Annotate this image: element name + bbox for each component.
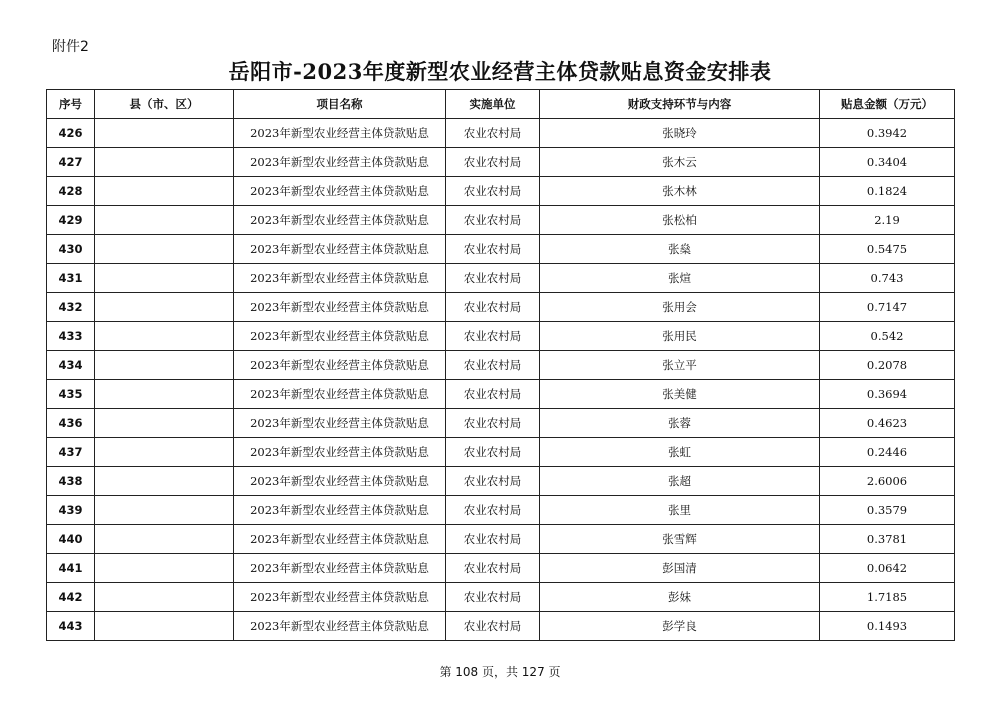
cell-amount: 0.542: [820, 322, 955, 351]
cell-content: 张立平: [540, 351, 820, 380]
cell-amount: 0.5475: [820, 235, 955, 264]
table-row: [47, 380, 955, 409]
header-unit: 实施单位: [446, 90, 540, 119]
cell-seq: 440: [47, 525, 95, 554]
cell-seq: 439: [47, 496, 95, 525]
table-row: [47, 467, 955, 496]
table-row: [47, 409, 955, 438]
header-county: 县（市、区）: [95, 90, 234, 119]
cell-amount: 0.0642: [820, 554, 955, 583]
cell-amount: 0.3404: [820, 148, 955, 177]
cell-content: 彭学良: [540, 612, 820, 641]
cell-content: 张用会: [540, 293, 820, 322]
cell-amount: 0.7147: [820, 293, 955, 322]
cell-seq: 428: [47, 177, 95, 206]
header-amount: 贴息金额（万元）: [820, 90, 955, 119]
cell-project: 2023年新型农业经营主体贷款贴息: [234, 177, 446, 206]
cell-seq: 438: [47, 467, 95, 496]
cell-seq: 434: [47, 351, 95, 380]
cell-content: 彭妹: [540, 583, 820, 612]
table-row: [47, 583, 955, 612]
cell-county: [95, 206, 234, 235]
cell-seq: 431: [47, 264, 95, 293]
cell-amount: 0.2078: [820, 351, 955, 380]
cell-seq: 426: [47, 119, 95, 148]
header-project: 项目名称: [234, 90, 446, 119]
cell-amount: 0.3942: [820, 119, 955, 148]
cell-county: [95, 293, 234, 322]
cell-content: 张蓉: [540, 409, 820, 438]
cell-unit: 农业农村局: [446, 177, 540, 206]
cell-amount: 0.3579: [820, 496, 955, 525]
cell-county: [95, 235, 234, 264]
table-row: [47, 264, 955, 293]
attachment-label: 附件2: [52, 39, 89, 55]
table-row: [47, 148, 955, 177]
table-row: [47, 293, 955, 322]
cell-amount: 0.4623: [820, 409, 955, 438]
cell-unit: 农业农村局: [446, 322, 540, 351]
cell-content: 张木云: [540, 148, 820, 177]
page-footer: 第 108 页，共 127 页: [439, 665, 561, 679]
cell-seq: 430: [47, 235, 95, 264]
cell-project: 2023年新型农业经营主体贷款贴息: [234, 583, 446, 612]
cell-seq: 429: [47, 206, 95, 235]
cell-content: 张煊: [540, 264, 820, 293]
table-row: [47, 612, 955, 641]
cell-unit: 农业农村局: [446, 119, 540, 148]
cell-content: 张超: [540, 467, 820, 496]
cell-county: [95, 119, 234, 148]
cell-content: 张松柏: [540, 206, 820, 235]
cell-amount: 2.6006: [820, 467, 955, 496]
cell-unit: 农业农村局: [446, 496, 540, 525]
allocation-table: [46, 89, 955, 641]
cell-county: [95, 525, 234, 554]
cell-county: [95, 409, 234, 438]
table-row: [47, 525, 955, 554]
cell-county: [95, 612, 234, 641]
cell-project: 2023年新型农业经营主体贷款贴息: [234, 264, 446, 293]
cell-county: [95, 264, 234, 293]
cell-project: 2023年新型农业经营主体贷款贴息: [234, 119, 446, 148]
cell-amount: 0.3694: [820, 380, 955, 409]
cell-county: [95, 496, 234, 525]
cell-seq: 427: [47, 148, 95, 177]
table-body: [47, 119, 955, 641]
cell-seq: 441: [47, 554, 95, 583]
table-row: [47, 177, 955, 206]
table-row: [47, 322, 955, 351]
cell-unit: 农业农村局: [446, 554, 540, 583]
table-row: [47, 554, 955, 583]
table-row: [47, 206, 955, 235]
cell-seq: 433: [47, 322, 95, 351]
cell-project: 2023年新型农业经营主体贷款贴息: [234, 322, 446, 351]
cell-content: 彭国清: [540, 554, 820, 583]
cell-amount: 0.1824: [820, 177, 955, 206]
cell-project: 2023年新型农业经营主体贷款贴息: [234, 554, 446, 583]
cell-county: [95, 322, 234, 351]
cell-project: 2023年新型农业经营主体贷款贴息: [234, 293, 446, 322]
cell-seq: 435: [47, 380, 95, 409]
cell-content: 张晓玲: [540, 119, 820, 148]
cell-unit: 农业农村局: [446, 148, 540, 177]
cell-county: [95, 554, 234, 583]
cell-content: 张燊: [540, 235, 820, 264]
cell-project: 2023年新型农业经营主体贷款贴息: [234, 206, 446, 235]
header-content: 财政支持环节与内容: [540, 90, 820, 119]
cell-unit: 农业农村局: [446, 583, 540, 612]
cell-project: 2023年新型农业经营主体贷款贴息: [234, 351, 446, 380]
cell-amount: 2.19: [820, 206, 955, 235]
cell-project: 2023年新型农业经营主体贷款贴息: [234, 612, 446, 641]
header-seq: 序号: [47, 90, 95, 119]
cell-project: 2023年新型农业经营主体贷款贴息: [234, 496, 446, 525]
cell-seq: 437: [47, 438, 95, 467]
cell-amount: 0.3781: [820, 525, 955, 554]
cell-amount: 1.7185: [820, 583, 955, 612]
cell-county: [95, 148, 234, 177]
document-title: 岳阳市-2023年度新型农业经营主体贷款贴息资金安排表: [228, 59, 772, 84]
cell-county: [95, 438, 234, 467]
table-row: [47, 351, 955, 380]
table-header-row: [47, 90, 955, 119]
cell-county: [95, 467, 234, 496]
cell-county: [95, 351, 234, 380]
cell-content: 张美健: [540, 380, 820, 409]
cell-project: 2023年新型农业经营主体贷款贴息: [234, 148, 446, 177]
cell-project: 2023年新型农业经营主体贷款贴息: [234, 409, 446, 438]
cell-seq: 442: [47, 583, 95, 612]
cell-unit: 农业农村局: [446, 380, 540, 409]
cell-content: 张用民: [540, 322, 820, 351]
cell-project: 2023年新型农业经营主体贷款贴息: [234, 525, 446, 554]
cell-seq: 432: [47, 293, 95, 322]
table-row: [47, 496, 955, 525]
cell-project: 2023年新型农业经营主体贷款贴息: [234, 438, 446, 467]
cell-unit: 农业农村局: [446, 612, 540, 641]
cell-unit: 农业农村局: [446, 351, 540, 380]
cell-county: [95, 177, 234, 206]
cell-unit: 农业农村局: [446, 293, 540, 322]
table-row: [47, 438, 955, 467]
table-row: [47, 119, 955, 148]
cell-content: 张雪辉: [540, 525, 820, 554]
cell-content: 张里: [540, 496, 820, 525]
cell-content: 张虹: [540, 438, 820, 467]
cell-content: 张木林: [540, 177, 820, 206]
cell-amount: 0.2446: [820, 438, 955, 467]
cell-project: 2023年新型农业经营主体贷款贴息: [234, 467, 446, 496]
cell-amount: 0.1493: [820, 612, 955, 641]
table-row: [47, 235, 955, 264]
cell-county: [95, 380, 234, 409]
cell-unit: 农业农村局: [446, 409, 540, 438]
cell-seq: 436: [47, 409, 95, 438]
cell-unit: 农业农村局: [446, 264, 540, 293]
cell-unit: 农业农村局: [446, 467, 540, 496]
cell-amount: 0.743: [820, 264, 955, 293]
cell-project: 2023年新型农业经营主体贷款贴息: [234, 380, 446, 409]
cell-unit: 农业农村局: [446, 235, 540, 264]
cell-seq: 443: [47, 612, 95, 641]
cell-unit: 农业农村局: [446, 206, 540, 235]
cell-unit: 农业农村局: [446, 438, 540, 467]
cell-county: [95, 583, 234, 612]
cell-unit: 农业农村局: [446, 525, 540, 554]
cell-project: 2023年新型农业经营主体贷款贴息: [234, 235, 446, 264]
